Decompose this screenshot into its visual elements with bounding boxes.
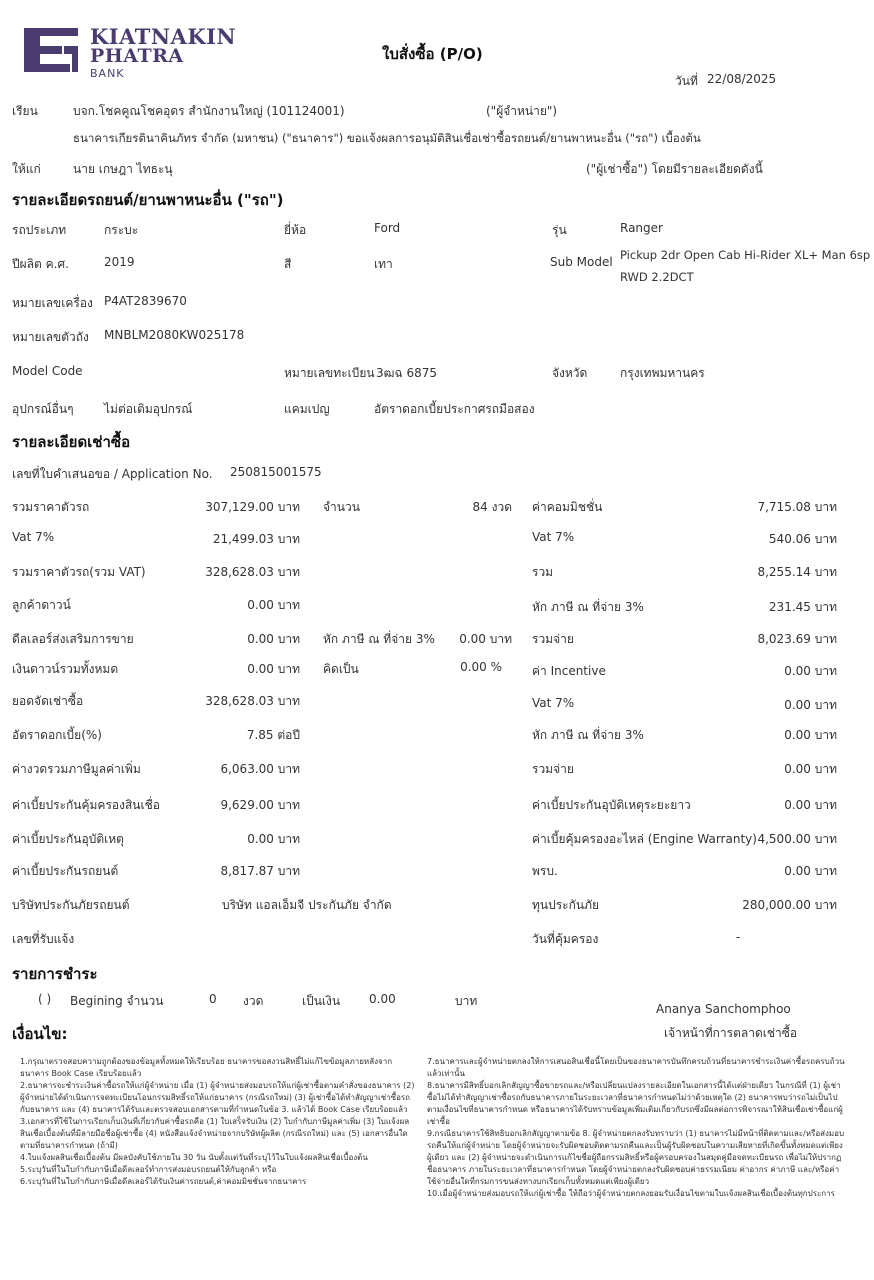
condition-item: 2.ธนาคารจะชำระเงินค่าซื้อรถให้แก่ผู้จำหน่าย เมื่อ (1) ผู้จำหน่ายส่งมอบรถให้แก่ผู้เช่าซื้อตามคำสั่งของธนาคาร (2) ผู้จำหน่ายได้ดำเนินการจดทะเบียนโอนกรรมสิทธิ์รถให้แก่ธนาคาร (กรณีรถใหม่) (3) ผู้เช่าซื้อได้ทำสัญญาเช่าซื้อรถกับธนาคาร และ (4) ธนาคารได้รับและตรวจสอบเอกสารตามที่กำหนดในข้อ 3. แล้วได้ Book Case เรียบร้อยแล้ว: [20, 1081, 415, 1114]
sum-insured-value: 280,000.00 บาท: [742, 898, 837, 912]
lease-left-label: ดีลเลอร์ส่งเสริมการขาย: [12, 632, 134, 646]
engine-label: หมายเลขเครื่อง: [12, 296, 93, 310]
vehicle-submodel-value-1: Pickup 2dr Open Cab Hi-Rider XL+ Man 6sp: [620, 248, 871, 262]
conditions-right-column: [427, 1056, 847, 1200]
payment-amount-label: เป็นเงิน: [302, 994, 341, 1008]
vehicle-model-value: Ranger: [620, 221, 663, 235]
payment-count: 0: [209, 992, 217, 1006]
down-percent-value: 0.00 %: [460, 660, 502, 674]
for-label: ให้แก่: [12, 162, 41, 176]
lease-left-value: 328,628.03 บาท: [205, 694, 300, 708]
province-value: กรุงเทพมหานคร: [620, 366, 705, 380]
lease-right-value: 0.00 บาท: [784, 664, 837, 678]
lease-right-label: หัก ภาษี ณ ที่จ่าย 3%: [532, 728, 644, 742]
vehicle-brand-value: Ford: [374, 221, 401, 235]
conditions-title: เงื่อนไข:: [12, 1025, 68, 1043]
lease-left-label: ค่างวดรวมภาษีมูลค่าเพิ่ม: [12, 762, 141, 776]
lease-left-value: 0.00 บาท: [247, 598, 300, 612]
coverage-date-label: วันที่คุ้มครอง: [532, 932, 599, 946]
for-value: นาย เกษฎา ไทธะนุ: [73, 162, 173, 176]
for-role: ("ผู้เช่าซื้อ") โดยมีรายละเอียดดังนี้: [586, 162, 763, 176]
condition-item: 7.ธนาคารและผู้จำหน่ายตกลงให้การเสนอสินเชื่อนี้โดยเป็นของธนาคารบันทึกครบถ้วนที่ธนาคารชำระเงินค่าซื้อรถครบถ้วนแล้วเท่านั้น: [427, 1057, 845, 1078]
lease-right-label: ค่าเบี้ยประกันอุบัติเหตุระยะยาว: [532, 798, 691, 812]
logo-line3: BANK: [90, 67, 125, 80]
payment-amount: 0.00: [369, 992, 396, 1006]
engine-value: P4AT2839670: [104, 294, 187, 308]
installments-label: จำนวน: [323, 500, 360, 514]
chassis-value: MNBLM2080KW025178: [104, 328, 245, 342]
lease-left-value: 307,129.00 บาท: [205, 500, 300, 514]
condition-item: 1.กรุณาตรวจสอบความถูกต้องของข้อมูลทั้งหมดให้เรียบร้อย ธนาคารขอสงวนสิทธิ์ไม่แก้ไขข้อมูลภายหลังจากธนาคาร Book Case เรียบร้อยแล้ว: [20, 1057, 393, 1078]
lease-right-value: 0.00 บาท: [784, 798, 837, 812]
condition-item: 10.เมื่อผู้จำหน่ายส่งมอบรถให้แก่ผู้เช่าซื้อ ให้ถือว่าผู้จำหน่ายตกลงยอมรับเงื่อนไขตามใบแจ้งผลสินเชื่อเบื้องต้นทุกประการ: [427, 1189, 835, 1198]
insurer-value: บริษัท แอลเอ็มจี ประกันภัย จำกัด: [222, 898, 392, 912]
payment-title: รายการชำระ: [12, 965, 98, 983]
date-label: วันที่: [675, 74, 698, 88]
lease-left-label: อัตราดอกเบี้ย(%): [12, 728, 102, 742]
modelcode-label: Model Code: [12, 364, 83, 378]
vehicle-brand-label: ยี่ห้อ: [284, 223, 307, 237]
condition-item: 3.เอกสารที่ใช้ในการเรียกเก็บเงินที่เกี่ยวกับค่าซื้อรถคือ (1) ใบเสร็จรับเงิน (2) ใบกำกับภาษีมูลค่าเพิ่ม (3) ใบแจ้งผลสินเชื่อเบื้องต้นที่มีลายมือชื่อผู้เช่าซื้อ (4) หนังสือแจ้งจำหน่ายจากบริษัทผู้ผลิต (กรณีรถใหม่) และ (5) เอกสารอื่นใดตามที่ธนาคารกำหนด (ถ้ามี): [20, 1117, 410, 1150]
to-value: บจก.โชคคูณโชคอุดร สำนักงานใหญ่ (101124001): [73, 104, 345, 118]
vehicle-year-value: 2019: [104, 255, 135, 269]
lease-left-value: 9,629.00 บาท: [220, 798, 300, 812]
date-value: 22/08/2025: [707, 72, 777, 86]
lease-left-value: 328,628.03 บาท: [205, 565, 300, 579]
lease-right-value: 7,715.08 บาท: [757, 500, 837, 514]
vehicle-model-label: รุ่น: [552, 223, 567, 237]
lease-right-label: ค่า Incentive: [532, 664, 606, 678]
to-role: ("ผู้จำหน่าย"): [486, 104, 558, 118]
down-percent-label: คิดเป็น: [323, 662, 359, 676]
lease-right-label: ค่าคอมมิชชั่น: [532, 500, 603, 514]
to-label: เรียน: [12, 104, 38, 118]
officer-name: Ananya Sanchomphoo: [656, 1002, 791, 1016]
logo-line2: PHATRA: [90, 45, 184, 67]
payment-unit: งวด: [243, 994, 264, 1008]
lease-right-label: รวมจ่าย: [532, 762, 574, 776]
accessory-value: ไม่ต่อเติมอุปกรณ์: [104, 402, 193, 416]
condition-item: 6.ระบุวันที่ในใบกำกับภาษีเมื่อดีลเลอร์ได้รับเงินค่ารถยนต์,ค่าคอมมิชชั่นจากธนาคาร: [20, 1177, 307, 1186]
vehicle-color-label: สี: [284, 257, 292, 271]
lease-right-label: พรบ.: [532, 864, 558, 878]
lease-right-value: 0.00 บาท: [784, 728, 837, 742]
lease-left-label: ค่าเบี้ยประกันคุ้มครองสินเชื่อ: [12, 798, 160, 812]
lease-right-value: 231.45 บาท: [768, 600, 837, 614]
lease-left-value: 7.85 ต่อปี: [246, 728, 300, 742]
intro-text: ธนาคารเกียรตินาคินภัทร จำกัด (มหาชน) ("ธนาคาร") ขอแจ้งผลการอนุมัติสินเชื่อเช่าซื้อรถยนต์/ยานพาหนะอื่น ("รถ") เบื้องต้น: [73, 131, 701, 145]
lease-left-value: 6,063.00 บาท: [220, 762, 300, 776]
vehicle-color-value: เทา: [374, 257, 393, 271]
lease-left-label: ค่าเบี้ยประกันอุบัติเหตุ: [12, 832, 124, 846]
condition-item: 4.ใบแจ้งผลสินเชื่อเบื้องต้น มีผลบังคับใช้ภายใน 30 วัน นับตั้งแต่วันที่ระบุไว้ในใบแจ้งผลสินเชื่อเบื้องต้น: [20, 1153, 368, 1162]
reg-value: 3ฒฉ 6875: [376, 366, 438, 380]
reg-label: หมายเลขทะเบียน: [284, 366, 375, 380]
lease-left-value: 0.00 บาท: [247, 662, 300, 676]
vehicle-section-title: รายละเอียดรถยนต์/ยานพาหนะอื่น ("รถ"): [12, 191, 284, 209]
bank-logo: [20, 22, 237, 82]
vehicle-type-value: กระบะ: [104, 223, 139, 237]
lease-right-label: รวม: [532, 565, 554, 579]
notify-no-label: เลขที่รับแจ้ง: [12, 932, 75, 946]
condition-item: 5.ระบุวันที่ในใบกำกับภาษีเมื่อดีลเลอร์ทำการส่งมอบรถยนต์ให้กับลูกค้า หรือ: [20, 1165, 277, 1174]
province-label: จังหวัด: [552, 366, 588, 380]
payment-checkbox[interactable]: ( ): [38, 992, 52, 1006]
installments-value: 84 งวด: [472, 500, 512, 514]
lease-right-value: 0.00 บาท: [784, 698, 837, 712]
officer-title: เจ้าหน้าที่การตลาดเช่าซื้อ: [664, 1026, 798, 1040]
payment-currency: บาท: [455, 994, 478, 1008]
vehicle-submodel-value-2: RWD 2.2DCT: [620, 270, 694, 284]
lease-left-label: ค่าเบี้ยประกันรถยนต์: [12, 864, 119, 878]
lease-left-label: เงินดาวน์รวมทั้งหมด: [12, 662, 119, 676]
lease-left-label: ลูกค้าดาวน์: [12, 598, 71, 612]
lease-left-value: 21,499.03 บาท: [212, 532, 300, 546]
vehicle-submodel-label: Sub Model: [550, 255, 613, 269]
lease-right-label: หัก ภาษี ณ ที่จ่าย 3%: [532, 600, 644, 614]
lease-left-value: 0.00 บาท: [247, 832, 300, 846]
lease-right-value: 8,023.69 บาท: [757, 632, 837, 646]
lease-left-label: รวมราคาตัวรถ(รวม VAT): [12, 565, 146, 579]
lease-left-label: Vat 7%: [12, 530, 55, 544]
lease-section-title: รายละเอียดเช่าซื้อ: [12, 433, 131, 451]
lease-right-value: 0.00 บาท: [784, 762, 837, 776]
lease-left-value: 8,817.87 บาท: [220, 864, 300, 878]
vehicle-type-label: รถประเภท: [12, 223, 67, 237]
campaign-label: แคมเปญ: [284, 402, 330, 416]
app-no-value: 250815001575: [230, 465, 322, 479]
lease-right-label: Vat 7%: [532, 696, 575, 710]
lease-right-value: 0.00 บาท: [784, 864, 837, 878]
vehicle-year-label: ปีผลิต ค.ศ.: [12, 257, 69, 271]
lease-right-value: 8,255.14 บาท: [757, 565, 837, 579]
lease-left-label: ยอดจัดเช่าซื้อ: [12, 694, 84, 708]
lease-left-label: รวมราคาตัวรถ: [12, 500, 90, 514]
app-no-label: เลขที่ใบคำเสนอขอ / Application No.: [12, 467, 213, 481]
condition-item: 9.กรณีธนาคารใช้สิทธิบอกเลิกสัญญาตามข้อ 8. ผู้จำหน่ายตกลงรับทราบว่า (1) ธนาคารไม่มีหน้าที่ติดตามและ/หรือส่งมอบรถคืนให้แก่ผู้จำหน่าย โดยผู้จำหน่ายจะรับผิดชอบติดตามรถคืนและเป็นผู้รับผิดชอบในความเสียหายที่เกิดขึ้นทั้งหมดแต่เพียงผู้เดียว และ (2) ผู้จำหน่ายจะดำเนินการแก้ไขชื่อผู้ถือกรรมสิทธิ์หรือผู้ครอบครองในสมุดคู่มือจดทะเบียนรถ เพื่อไม่ให้ปรากฏชื่อธนาคาร ภายในระยะเวลาที่ธนาคารกำหนด โดยผู้จำหน่ายตกลงรับผิดชอบค่าธรรมเนียม ค่าอากร ค่าภาษี และ/หรือค่าใช้จ่ายอื่นใดที่กรมการขนส่งทางบกเรียกเก็บทั้งหมดแต่เพียงผู้เดียว: [427, 1129, 845, 1186]
lease-right-label: ค่าเบี้ยคุ้มครองอะไหล่ (Engine Warranty): [532, 832, 757, 846]
payment-label: Begining จำนวน: [70, 994, 164, 1008]
campaign-value: อัตราดอกเบี้ยประกาศรถมือสอง: [374, 402, 535, 416]
dealer-wht-value: 0.00 บาท: [459, 632, 512, 646]
accessory-label: อุปกรณ์อื่นๆ: [12, 402, 74, 416]
lease-left-value: 0.00 บาท: [247, 632, 300, 646]
coverage-date-value: -: [736, 930, 741, 944]
condition-item: 8.ธนาคารมีสิทธิ์บอกเลิกสัญญาซื้อขายรถและ/หรือเปลี่ยนแปลงรายละเอียดในเอกสารนี้ได้แต่ฝ่ายเดียว ในกรณีที่ (1) ผู้เช่าซื้อไม่ได้ทำสัญญาเช่าซื้อรถกับธนาคารภายในระยะเวลาที่ธนาคารกำหนดไม่ว่าด้วยเหตุใด (2) ธนาคารพบว่ารถไม่เป็นไปตามเงื่อนไขที่ธนาคารกำหนด หรือธนาคารได้รับทราบข้อมูลเพิ่มเติมเกี่ยวกับรถซึ่งมีผลต่อการพิจารณาให้สินเชื่อเช่าซื้อแก่ผู้เช่าซื้อ: [427, 1081, 843, 1126]
lease-right-value: 4,500.00 บาท: [757, 832, 837, 846]
dealer-wht-label: หัก ภาษี ณ ที่จ่าย 3%: [323, 632, 435, 646]
doc-title: ใบสั่งซื้อ (P/O): [382, 45, 483, 63]
sum-insured-label: ทุนประกันภัย: [532, 898, 600, 912]
lease-right-label: รวมจ่าย: [532, 632, 574, 646]
logo-line1: KIATNAKIN: [90, 24, 237, 49]
lease-right-label: Vat 7%: [532, 530, 575, 544]
lease-right-value: 540.06 บาท: [768, 532, 837, 546]
insurer-label: บริษัทประกันภัยรถยนต์: [12, 898, 130, 912]
chassis-label: หมายเลขตัวถัง: [12, 330, 89, 344]
conditions-left-column: [20, 1056, 418, 1188]
bank-logo-icon: [20, 22, 82, 78]
